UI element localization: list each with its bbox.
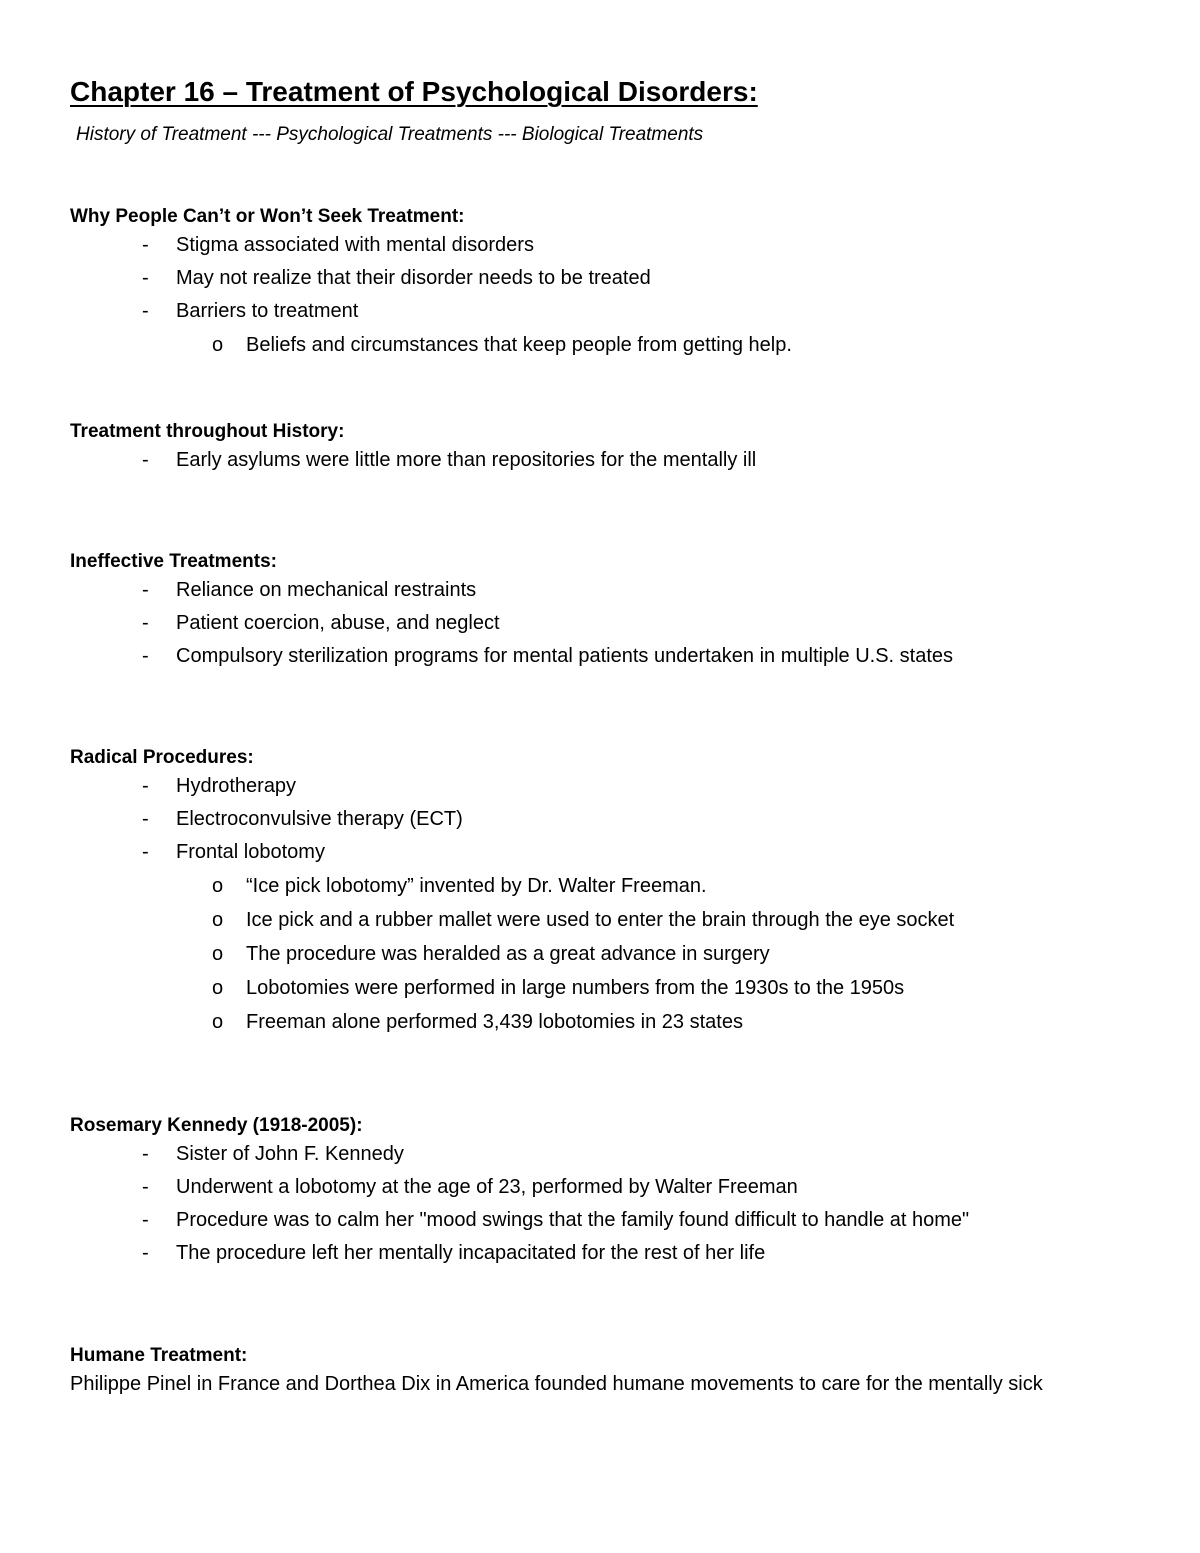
list-item-text: Early asylums were little more than repositories for the mentally ill — [176, 449, 757, 471]
dash-bullet: - — [142, 1176, 149, 1198]
sub-list-item — [70, 869, 954, 903]
sub-list-item-text: Beliefs and circumstances that keep people from getting help. — [246, 334, 792, 356]
circle-bullet: o — [212, 977, 224, 999]
bullet-list — [70, 770, 954, 1039]
list-item-text: May not realize that their disorder needs to be treated — [176, 267, 651, 289]
page-title: Chapter 16 – Treatment of Psychological Disorders: — [70, 76, 758, 107]
sub-list-item — [70, 903, 954, 937]
sub-list-item-text: Ice pick and a rubber mallet were used to enter the brain through the eye socket — [246, 909, 955, 931]
section-treatment-history — [70, 420, 756, 477]
dash-bullet: - — [142, 267, 149, 289]
circle-bullet: o — [212, 334, 224, 356]
list-item-text: Hydrotherapy — [176, 775, 297, 797]
sub-bullet-list — [176, 869, 954, 1039]
dash-bullet: - — [142, 449, 149, 471]
sub-list-item-text: The procedure was heralded as a great advance in surgery — [246, 943, 770, 965]
list-item-text: Underwent a lobotomy at the age of 23, performed by Walter Freeman — [176, 1176, 798, 1198]
bullet-list — [70, 574, 953, 673]
list-item — [70, 1204, 969, 1237]
section-rosemary-kennedy — [70, 1114, 969, 1270]
sub-list-item — [70, 971, 954, 1005]
list-item — [70, 607, 953, 640]
list-item — [70, 770, 954, 803]
sub-list-item-text: Lobotomies were performed in large numbers from the 1930s to the 1950s — [246, 977, 905, 999]
circle-bullet: o — [212, 875, 224, 897]
bullet-list — [70, 1138, 969, 1270]
sub-list-item — [70, 328, 792, 362]
dash-bullet: - — [142, 841, 149, 863]
section-heading: Why People Can’t or Won’t Seek Treatment: — [70, 206, 465, 227]
list-item-text: The procedure left her mentally incapacitated for the rest of her life — [176, 1242, 766, 1264]
sub-list-item — [70, 937, 954, 971]
circle-bullet: o — [212, 1011, 224, 1033]
list-item — [70, 803, 954, 836]
list-item-text: Procedure was to calm her "mood swings that the family found difficult to handle at home" — [176, 1209, 970, 1231]
section-heading: Treatment throughout History: — [70, 421, 345, 442]
section-seek-treatment — [70, 205, 792, 362]
dash-bullet: - — [142, 645, 149, 667]
bullet-list — [70, 229, 792, 362]
sub-list-item — [70, 1005, 954, 1039]
list-item-text: Sister of John F. Kennedy — [176, 1143, 404, 1165]
list-item-text: Frontal lobotomy — [176, 841, 325, 863]
dash-bullet: - — [142, 612, 149, 634]
sub-list-item-text: “Ice pick lobotomy” invented by Dr. Walter Freeman. — [246, 875, 707, 897]
sub-bullet-list — [176, 328, 792, 362]
circle-bullet: o — [212, 943, 224, 965]
circle-bullet: o — [212, 909, 224, 931]
dash-bullet: - — [142, 808, 149, 830]
section-heading: Rosemary Kennedy (1918-2005): — [70, 1115, 363, 1136]
dash-bullet: - — [142, 1143, 149, 1165]
dash-bullet: - — [142, 1242, 149, 1264]
list-item — [70, 1171, 969, 1204]
section-heading: Humane Treatment: — [70, 1345, 248, 1366]
section-heading: Radical Procedures: — [70, 747, 254, 768]
section-paragraph: Philippe Pinel in France and Dorthea Dix in America founded humane movements to care for the mentally sick — [70, 1373, 1043, 1395]
list-item — [70, 229, 792, 262]
list-item-text: Stigma associated with mental disorders — [176, 234, 534, 256]
list-item — [70, 640, 953, 673]
section-heading: Ineffective Treatments: — [70, 551, 277, 572]
list-item — [70, 1237, 969, 1270]
section-humane-treatment — [70, 1344, 1043, 1401]
dash-bullet: - — [142, 1209, 149, 1231]
list-item — [70, 574, 953, 607]
list-item-text: Patient coercion, abuse, and neglect — [176, 612, 500, 634]
sub-list-item-text: Freeman alone performed 3,439 lobotomies in 23 states — [246, 1011, 743, 1033]
bullet-list — [70, 444, 756, 477]
dash-bullet: - — [142, 579, 149, 601]
list-item — [70, 295, 792, 362]
section-radical-procedures — [70, 746, 954, 1039]
list-item-text: Barriers to treatment — [176, 300, 359, 322]
list-item — [70, 262, 792, 295]
list-item-text: Compulsory sterilization programs for mental patients undertaken in multiple U.S. states — [176, 645, 954, 667]
page-subtitle: History of Treatment --- Psychological Treatments --- Biological Treatments — [76, 124, 704, 145]
list-item — [70, 836, 954, 1039]
dash-bullet: - — [142, 775, 149, 797]
list-item — [70, 1138, 969, 1171]
section-ineffective-treatments — [70, 550, 953, 673]
list-item-text: Electroconvulsive therapy (ECT) — [176, 808, 463, 830]
list-item — [70, 444, 756, 477]
list-item-text: Reliance on mechanical restraints — [176, 579, 477, 601]
dash-bullet: - — [142, 300, 149, 322]
dash-bullet: - — [142, 234, 149, 256]
